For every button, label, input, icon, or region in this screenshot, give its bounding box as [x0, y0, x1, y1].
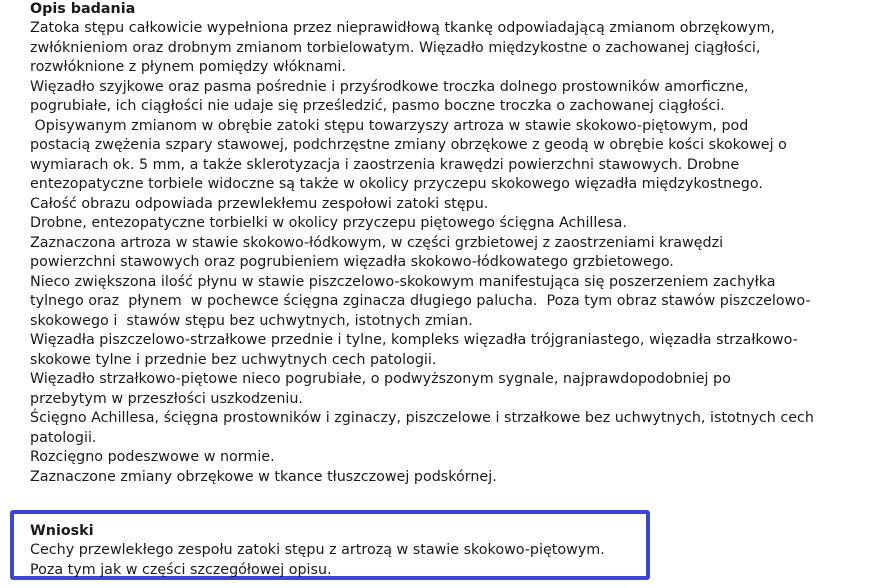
findings-line: Ścięgno Achillesa, ścięgna prostowników i zginaczy, piszczelowe i strzałkowe bez uchwytnych, istotnych cech — [30, 410, 814, 426]
findings-line: Więzadło szyjkowe oraz pasma pośrednie i przyśrodkowe troczka dolnego prostowników amorficzne, — [30, 78, 749, 95]
conclusions-section — [30, 522, 650, 580]
conclusions-line: Poza tym jak w części szczegółowej opisu. — [30, 561, 332, 578]
findings-line: Opisywanym zmianom w obrębie zatoki stępu towarzyszy artroza w stawie skokowo-piętowym, pod — [30, 117, 749, 134]
findings-line: Drobne, entezopatyczne torbielki w okolicy przyczepu piętowego ścięgna Achillesa. — [30, 215, 627, 231]
findings-line: zwłóknieniom oraz drobnym zmianom torbielowatym. Więzadło międzykostne o zachowanej ciągłości, — [30, 39, 761, 56]
findings-line: wymiarach ok. 5 mm, a także sklerotyzacja i zaostrzenia krawędzi powierzchni stawowych. Drobne — [30, 156, 740, 173]
findings-line: Nieco zwiększona ilość płynu w stawie piszczelowo-skokowym manifestująca się poszerzeniem zachyłka — [30, 273, 776, 290]
findings-line: patologii. — [30, 429, 97, 446]
findings-line: Rozcięgno podeszwowe w normie. — [30, 449, 275, 465]
findings-line: Zatoka stępu całkowicie wypełniona przez nieprawidłową tkankę odpowiadającą zmianom obrzękowym, — [30, 20, 775, 36]
findings-line: Całość obrazu odpowiada przewlekłemu zespołowi zatoki stępu. — [30, 195, 489, 212]
findings-line: entezopatyczne torbiele widoczne są także w okolicy przyczepu skokowego więzadła międzykostnego. — [30, 176, 763, 192]
findings-heading: Opis badania — [30, 1, 136, 17]
findings-body — [30, 19, 880, 487]
findings-line: rozwłóknione z płynem pomiędzy włóknami. — [30, 59, 346, 75]
conclusions-line: Cechy przewlekłego zespołu zatoki stępu z artrozą w stawie skokowo-piętowym. — [30, 542, 605, 558]
findings-section — [30, 0, 880, 487]
findings-line: Zaznaczone zmiany obrzękowe w tkance tłuszczowej podskórnej. — [30, 468, 497, 485]
conclusions-heading: Wnioski — [30, 523, 94, 539]
findings-line: Więzadła piszczelowo-strzałkowe przednie i tylne, kompleks więzadła trójgraniastego, więzadła strzałkowo- — [30, 332, 798, 348]
findings-line: pogrubiałe, ich ciągłości nie udaje się prześledzić, pasmo boczne troczka o zachowanej ciągłości. — [30, 98, 725, 114]
findings-line: przebytym w przeszłości uszkodzeniu. — [30, 390, 303, 407]
findings-line: tylnego oraz płynem w pochewce ścięgna zginacza długiego palucha. Poza tym obraz stawów piszczelowo- — [30, 293, 811, 309]
findings-line: skokowe tylne i przednie bez uchwytnych cech patologii. — [30, 351, 437, 368]
findings-line: Zaznaczona artroza w stawie skokowo-łódkowym, w części grzbietowej z zaostrzeniami krawędzi — [30, 234, 724, 251]
findings-line: skokowego i stawów stępu bez uchwytnych, istotnych zmian. — [30, 312, 473, 329]
findings-line: Więzadło strzałkowo-piętowe nieco pogrubiałe, o podwyższonym sygnale, najprawdopodobniej po — [30, 371, 731, 387]
findings-line: powierzchni stawowych oraz pogrubieniem więzadła skokowo-łódkowatego grzbietowego. — [30, 254, 674, 270]
findings-line: postacią zwężenia szpary stawowej, podchrzęstne zmiany obrzękowe z geodą w obrębie kości skokowej o — [30, 137, 787, 153]
